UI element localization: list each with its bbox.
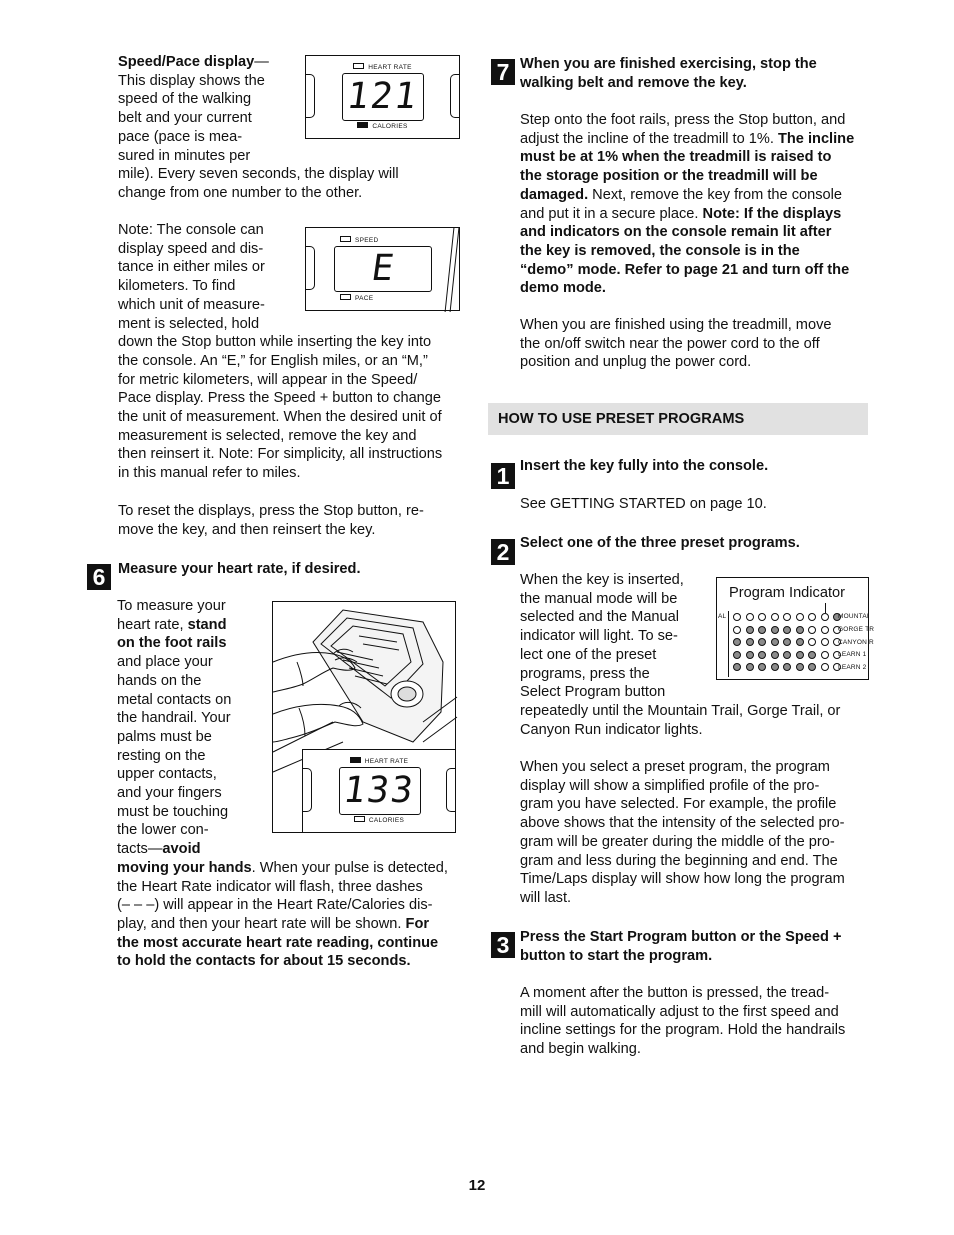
program-dot [821,626,829,634]
program-dot [808,638,816,646]
program-dot [733,626,741,634]
heart-rate-display-illustration [305,55,460,139]
program-dot [821,638,829,646]
display-value: 133 [340,770,418,811]
step-2-paragraph-2: When you select a preset program, the program display will show a simplified profile of the pro- gram you have selected. For example, the profile above shows that the intensity of the selected pro- gram will be greater during the middle of the pro- gram and less during the beginning and end. The Time/Laps display will show how long the program will last. [520,759,845,906]
program-dot [746,626,754,634]
program-label-mountain: MOUNTAI [838,613,869,620]
step-6-badge: 6 [87,564,111,590]
step-6-heading: Measure your heart rate, if desired. [118,561,361,577]
program-dot [808,626,816,634]
indicator-pace: PACE [355,295,374,302]
reset-paragraph: To reset the displays, press the Stop button, re- move the key, and then reinsert the key. [118,503,424,538]
units-note-paragraph: Note: The console can display speed and dis- tance in either miles or kilometers. To find which unit of measure- ment is selected, hold down the Stop button while inserting the key into the console. An “E,” for English miles, or an “M,” for metric kilometers, will appear in the Speed/ Pace display. Press the Speed + button to change the unit of measurement. When the desired unit of measurement is selected, remove the key and then reinsert it. Note: For simplicity, all instructions in this manual refer to miles. [118,222,443,482]
program-indicator-illustration [716,577,875,680]
step-7-paragraph-1: Step onto the foot rails, press the Stop button, and adjust the incline of the treadmill to 1%. The incline must be at 1% when the treadmill is raised to the storage position or the treadmill will be damaged. Next, remove the key from the console and put it in a secure place. Note: If the displays and indicators on the console remain lit after the key is removed, the console is in the “demo” mode. Refer to page 21 and turn off the demo mode. [520,112,855,297]
program-dot [746,663,754,671]
program-label-learn-1: LEARN 1 [838,651,867,658]
program-dot [733,613,741,621]
program-dot [746,613,754,621]
program-dot [808,663,816,671]
speed-pace-line: change from one number to the other. [118,184,363,201]
indicator-heart-rate: HEART RATE [364,758,409,765]
step-2-badge: 2 [491,539,515,565]
indicator-calories: CALORIES [372,123,408,130]
step-7-heading: When you are finished exercising, stop the walking belt and remove the key. [520,56,817,91]
speed-display-illustration [305,227,460,311]
step-1-text: See GETTING STARTED on page 10. [520,496,767,512]
speed-pace-line: mile). Every seven seconds, the display will [118,166,399,183]
program-dot [758,651,766,659]
program-label-gorge: GORGE TR [838,626,875,633]
program-dot [783,638,791,646]
step-2-paragraph-1: When the key is inserted, the manual mode will be selected and the Manual indicator will light. To se- lect one of the preset programs, press the Select Program button repeatedly until the Mountain Trail, Gorge Trail, or Canyon Run indicator lights. [520,572,841,738]
program-dot [733,651,741,659]
program-label-learn-2: LEARN 2 [838,664,867,671]
program-dot [821,613,829,621]
program-dot [808,613,816,621]
heart-rate-paragraph: To measure your heart rate, stand on the foot rails and place your hands on the metal contacts on the handrail. Your palms must be resting on the upper contacts, and your fingers must be touching the lower con- tacts—avoid moving your hands. When your pulse is detected, the Heart Rate indicator will flash, three dashes (– – –) will appear in the Heart Rate/Calories dis- play, and then your heart rate will be shown. For the most accurate heart rate reading, continue to hold the contacts for about 15 seconds. [117,598,448,970]
section-title: HOW TO USE PRESET PROGRAMS [498,411,745,427]
program-dot [771,613,779,621]
display-value: 121 [344,76,421,117]
heart-rate-133-display-illustration [302,749,456,833]
program-dot [796,626,804,634]
speed-pace-paragraph: Speed/Pace display— This display shows the speed of the walking belt and your current pace (pace is mea- sured in minutes per mile). Every seven seconds, the display will change from one number to the other. [118,53,468,203]
step-3-heading: Press the Start Program button or the Speed + button to start the program. [520,929,842,964]
program-indicator-title: Program Indicator [729,585,845,601]
step-2-heading: Select one of the three preset programs. [520,535,800,551]
program-dot [783,613,791,621]
program-dot [746,638,754,646]
program-dot [796,613,804,621]
display-value: E [368,248,397,289]
program-dot [796,663,804,671]
program-dot [808,651,816,659]
program-dot [771,626,779,634]
program-dot [771,663,779,671]
program-dot [733,663,741,671]
speed-pace-line: belt and your current [118,110,252,127]
program-dot [821,651,829,659]
page-number: 12 [468,1177,486,1194]
program-dot [758,613,766,621]
program-dot [746,651,754,659]
indicator-calories: CALORIES [368,817,405,824]
program-dot [771,638,779,646]
step-7-badge: 7 [491,59,515,85]
program-dot [783,651,791,659]
step-7-paragraph-2: When you are finished using the treadmill, move the on/off switch near the power cord to the off position and unplug the power cord. [520,317,832,371]
speed-pace-line: pace (pace is mea- [118,128,243,145]
program-dot [783,663,791,671]
speed-pace-line: sured in minutes per [118,147,251,164]
step-3-badge: 3 [491,932,515,958]
indicator-heart-rate: HEART RATE [368,64,412,71]
program-label-canyon: CANYON R [838,639,874,646]
program-dot [796,638,804,646]
program-dot [771,651,779,659]
step-1-badge: 1 [491,463,515,489]
step-3-paragraph: A moment after the button is pressed, the tread- mill will automatically adjust to the first speed and incline settings for the program. Hold the handrails and begin walking. [520,985,846,1058]
program-dot [758,638,766,646]
program-dot [821,663,829,671]
program-dot [796,651,804,659]
speed-pace-line: This display shows the [118,72,265,89]
program-dot [758,626,766,634]
step-1-heading: Insert the key fully into the console. [520,458,769,474]
speed-pace-line: speed of the walking [118,91,252,108]
program-dot [758,663,766,671]
program-stub-label: AL [718,613,727,620]
section-title-bar [488,403,868,435]
indicator-speed: SPEED [355,237,379,244]
program-dot [783,626,791,634]
speed-pace-lead: Speed/Pace display [118,54,255,70]
program-dot [733,638,741,646]
